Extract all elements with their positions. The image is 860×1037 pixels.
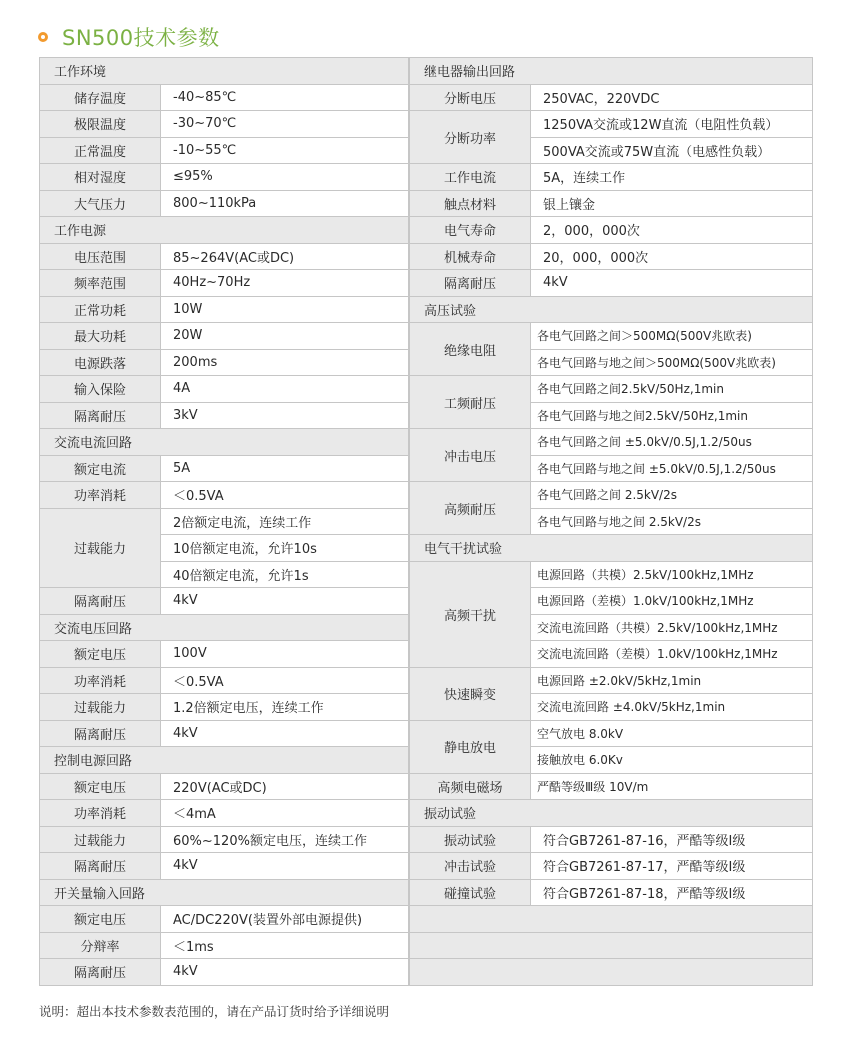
param-label: 碰撞试验	[410, 879, 531, 906]
table-row	[40, 482, 409, 509]
param-label: 相对湿度	[40, 164, 161, 191]
param-value: 电源回路 ±2.0kV/5kHz,1min	[531, 667, 813, 694]
param-value: 符合GB7261-87-16，严酷等级Ⅰ级	[531, 826, 813, 853]
param-value: 严酷等级Ⅲ级 10V/m	[531, 773, 813, 800]
param-value: 4A	[161, 376, 409, 403]
param-value: 银上镶金	[531, 190, 813, 217]
table-row	[410, 84, 813, 111]
param-label: 频率范围	[40, 270, 161, 297]
table-row	[410, 243, 813, 270]
param-value: 1.2倍额定电压，连续工作	[161, 694, 409, 721]
right-spec-column	[409, 57, 813, 986]
footer-note: 说明：超出本技术参数表范围的，请在产品订货时给予详细说明	[39, 1004, 390, 1019]
param-value: 85~264V(AC或DC)	[161, 243, 409, 270]
table-row	[40, 455, 409, 482]
param-value: 电源回路（共模）2.5kV/100kHz,1MHz	[531, 561, 813, 588]
table-row	[410, 429, 813, 456]
param-value: 4kV	[161, 720, 409, 747]
section-header: 交流电流回路	[40, 429, 409, 456]
param-value: 各电气回路之间 ±5.0kV/0.5J,1.2/50us	[531, 429, 813, 456]
table-row	[410, 667, 813, 694]
param-value: -10~55℃	[161, 137, 409, 164]
param-value: 2，000，000次	[531, 217, 813, 244]
param-value: 10倍额定电流，允许10s	[161, 535, 409, 562]
blank-cell	[410, 906, 813, 933]
param-label: 触点材料	[410, 190, 531, 217]
section-row	[40, 747, 409, 774]
param-value: 60%~120%额定电压，连续工作	[161, 826, 409, 853]
param-value: 交流电流回路 ±4.0kV/5kHz,1min	[531, 694, 813, 721]
section-row	[410, 58, 813, 85]
param-value: 10W	[161, 296, 409, 323]
param-value: -40~85℃	[161, 84, 409, 111]
param-value: 4kV	[531, 270, 813, 297]
param-label: 功率消耗	[40, 667, 161, 694]
param-label: 冲击试验	[410, 853, 531, 880]
param-value: 各电气回路与地之间＞500MΩ(500V兆欧表)	[531, 349, 813, 376]
param-label: 储存温度	[40, 84, 161, 111]
param-label: 电压范围	[40, 243, 161, 270]
table-row	[40, 84, 409, 111]
section-header: 工作电源	[40, 217, 409, 244]
param-value: 符合GB7261-87-18，严酷等级Ⅰ级	[531, 879, 813, 906]
param-value: -30~70℃	[161, 111, 409, 138]
param-value: 交流电流回路（共模）2.5kV/100kHz,1MHz	[531, 614, 813, 641]
param-value: 电源回路（差模）1.0kV/100kHz,1MHz	[531, 588, 813, 615]
section-row	[40, 217, 409, 244]
param-label: 机械寿命	[410, 243, 531, 270]
param-label: 额定电压	[40, 641, 161, 668]
table-row	[410, 217, 813, 244]
param-label: 高频耐压	[410, 482, 531, 535]
param-label: 隔离耐压	[40, 959, 161, 986]
param-label: 静电放电	[410, 720, 531, 773]
param-label: 极限温度	[40, 111, 161, 138]
table-row	[40, 349, 409, 376]
section-row	[40, 614, 409, 641]
table-row	[40, 641, 409, 668]
table-row	[40, 402, 409, 429]
table-row	[410, 561, 813, 588]
blank-row	[410, 932, 813, 959]
table-row	[410, 111, 813, 138]
table-row	[410, 853, 813, 880]
table-row	[410, 482, 813, 509]
table-row	[40, 164, 409, 191]
param-value: 200ms	[161, 349, 409, 376]
param-value: ≤95%	[161, 164, 409, 191]
param-value: AC/DC220V(装置外部电源提供)	[161, 906, 409, 933]
param-label: 额定电压	[40, 773, 161, 800]
section-header: 振动试验	[410, 800, 813, 827]
table-row	[40, 800, 409, 827]
param-value: 800~110kPa	[161, 190, 409, 217]
param-value: 500VA交流或75W直流（电感性负载）	[531, 137, 813, 164]
table-row	[40, 826, 409, 853]
param-value: 各电气回路与地之间2.5kV/50Hz,1min	[531, 402, 813, 429]
section-header: 电气干扰试验	[410, 535, 813, 562]
section-row	[40, 429, 409, 456]
left-spec-column	[39, 57, 409, 986]
section-header: 控制电源回路	[40, 747, 409, 774]
param-label: 隔离耐压	[40, 720, 161, 747]
right-spec-table	[409, 57, 813, 986]
table-row	[410, 376, 813, 403]
param-value: 接触放电 6.0Kv	[531, 747, 813, 774]
table-row	[40, 773, 409, 800]
param-label: 过载能力	[40, 826, 161, 853]
param-label: 隔离耐压	[410, 270, 531, 297]
param-value: 各电气回路之间2.5kV/50Hz,1min	[531, 376, 813, 403]
param-value: 4kV	[161, 588, 409, 615]
page-title-bar	[38, 22, 220, 52]
section-row	[40, 879, 409, 906]
param-label: 高频电磁场	[410, 773, 531, 800]
blank-row	[410, 906, 813, 933]
param-label: 绝缘电阻	[410, 323, 531, 376]
param-value: ＜4mA	[161, 800, 409, 827]
table-row	[40, 508, 409, 535]
table-row	[410, 826, 813, 853]
param-value: 20，000，000次	[531, 243, 813, 270]
param-label: 大气压力	[40, 190, 161, 217]
param-value: 100V	[161, 641, 409, 668]
table-row	[40, 667, 409, 694]
param-label: 隔离耐压	[40, 853, 161, 880]
table-row	[40, 190, 409, 217]
table-row	[40, 323, 409, 350]
param-value: 4kV	[161, 959, 409, 986]
param-value: ＜0.5VA	[161, 667, 409, 694]
table-row	[410, 190, 813, 217]
param-label: 快速瞬变	[410, 667, 531, 720]
table-row	[40, 376, 409, 403]
param-label: 电源跌落	[40, 349, 161, 376]
param-value: 5A，连续工作	[531, 164, 813, 191]
table-row	[40, 906, 409, 933]
param-label: 隔离耐压	[40, 402, 161, 429]
param-value: 4kV	[161, 853, 409, 880]
table-row	[40, 111, 409, 138]
page-title: SN500技术参数	[62, 26, 220, 50]
param-label: 分断电压	[410, 84, 531, 111]
param-label: 分辩率	[40, 932, 161, 959]
param-value: ＜0.5VA	[161, 482, 409, 509]
param-label: 工频耐压	[410, 376, 531, 429]
bullet-circle-icon	[38, 32, 48, 42]
table-row	[40, 959, 409, 986]
param-label: 过载能力	[40, 508, 161, 588]
param-label: 正常温度	[40, 137, 161, 164]
param-value: 40倍额定电流，允许1s	[161, 561, 409, 588]
table-row	[40, 270, 409, 297]
section-row	[410, 535, 813, 562]
table-row	[40, 694, 409, 721]
section-header: 交流电压回路	[40, 614, 409, 641]
table-row	[410, 164, 813, 191]
section-header: 开关量输入回路	[40, 879, 409, 906]
blank-cell	[410, 932, 813, 959]
param-value: 5A	[161, 455, 409, 482]
table-row	[40, 853, 409, 880]
param-value: ＜1ms	[161, 932, 409, 959]
table-row	[410, 720, 813, 747]
param-label: 最大功耗	[40, 323, 161, 350]
table-row	[40, 137, 409, 164]
section-row	[410, 296, 813, 323]
param-value: 3kV	[161, 402, 409, 429]
left-spec-table	[39, 57, 409, 986]
table-row	[410, 773, 813, 800]
section-header: 高压试验	[410, 296, 813, 323]
param-value: 1250VA交流或12W直流（电阻性负载）	[531, 111, 813, 138]
table-row	[410, 323, 813, 350]
param-value: 2倍额定电流，连续工作	[161, 508, 409, 535]
param-label: 冲击电压	[410, 429, 531, 482]
table-row	[40, 932, 409, 959]
param-value: 符合GB7261-87-17，严酷等级Ⅰ级	[531, 853, 813, 880]
param-label: 功率消耗	[40, 482, 161, 509]
section-header: 继电器输出回路	[410, 58, 813, 85]
param-label: 工作电流	[410, 164, 531, 191]
param-label: 分断功率	[410, 111, 531, 164]
param-label: 正常功耗	[40, 296, 161, 323]
param-value: 各电气回路与地之间 2.5kV/2s	[531, 508, 813, 535]
blank-row	[410, 959, 813, 986]
table-row	[40, 296, 409, 323]
param-value: 20W	[161, 323, 409, 350]
param-value: 空气放电 8.0kV	[531, 720, 813, 747]
table-row	[40, 720, 409, 747]
section-row	[410, 800, 813, 827]
param-value: 250VAC，220VDC	[531, 84, 813, 111]
param-value: 各电气回路与地之间 ±5.0kV/0.5J,1.2/50us	[531, 455, 813, 482]
table-row	[40, 588, 409, 615]
param-value: 交流电流回路（差模）1.0kV/100kHz,1MHz	[531, 641, 813, 668]
param-label: 输入保险	[40, 376, 161, 403]
param-value: 各电气回路之间 2.5kV/2s	[531, 482, 813, 509]
table-row	[410, 879, 813, 906]
param-label: 电气寿命	[410, 217, 531, 244]
param-label: 功率消耗	[40, 800, 161, 827]
param-value: 40Hz~70Hz	[161, 270, 409, 297]
param-label: 过载能力	[40, 694, 161, 721]
param-value: 各电气回路之间＞500MΩ(500V兆欧表)	[531, 323, 813, 350]
section-header: 工作环境	[40, 58, 409, 85]
table-row	[40, 243, 409, 270]
param-label: 隔离耐压	[40, 588, 161, 615]
param-label: 振动试验	[410, 826, 531, 853]
param-label: 高频干扰	[410, 561, 531, 667]
section-row	[40, 58, 409, 85]
param-value: 220V(AC或DC)	[161, 773, 409, 800]
param-label: 额定电压	[40, 906, 161, 933]
blank-cell	[410, 959, 813, 986]
table-row	[410, 270, 813, 297]
param-label: 额定电流	[40, 455, 161, 482]
